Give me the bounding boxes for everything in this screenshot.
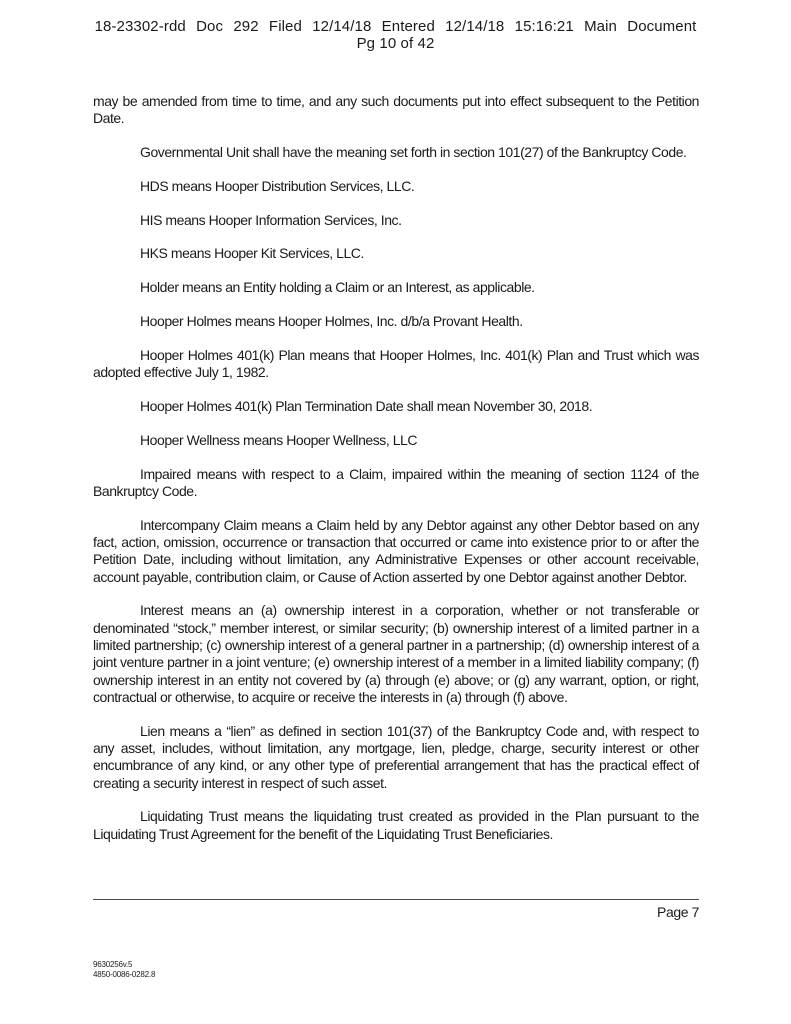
definition-his: HIS means Hooper Information Services, Inc.: [140, 211, 402, 228]
definition-intercompany-claim: Intercompany Claim means a Claim held by any Debtor against any other Debtor based on any fact, action, omission, occurrence or transaction that occurred or came into existence prior to or after the Petition Date, including without limitation, any Administrative Expenses or other account receivable, account payable, contribution claim, or Cause of Action asserted by one Debtor against another Debtor.: [93, 516, 699, 585]
page-of-line: Pg 10 of 42: [356, 35, 435, 52]
document-body: [93, 93, 699, 859]
paragraph-continuation: may be amended from time to time, and any such documents put into effect subsequent to the Petition Date.: [93, 93, 699, 127]
case-line: 18-23302-rdd Doc 292 Filed 12/14/18 Entered 12/14/18 15:16:21 Main Document: [94, 18, 697, 35]
definition-hooper-holmes: Hooper Holmes means Hooper Holmes, Inc. d/b/a Provant Health.: [140, 313, 523, 330]
definition-hds: HDS means Hooper Distribution Services, LLC.: [140, 177, 415, 194]
definition-401k-termination-date: Hooper Holmes 401(k) Plan Termination Date shall mean November 30, 2018.: [140, 397, 593, 414]
definition-hks: HKS means Hooper Kit Services, LLC.: [140, 245, 364, 262]
definition-governmental-unit: Governmental Unit shall have the meaning set forth in section 101(27) of the Bankruptcy Code.: [140, 144, 687, 161]
footer-doc-id: 9630256v.5: [93, 960, 133, 969]
document-footer: [93, 960, 155, 980]
footer-doc-ref: 4850-0086-0282.8: [93, 970, 156, 979]
definition-hooper-wellness: Hooper Wellness means Hooper Wellness, LLC: [140, 431, 418, 448]
page-number: Page 7: [657, 904, 699, 920]
filing-header: [0, 18, 791, 52]
definition-impaired: Impaired means with respect to a Claim, impaired within the meaning of section 1124 of the Bankruptcy Code.: [93, 465, 699, 499]
definition-interest: Interest means an (a) ownership interest in a corporation, whether or not transferable or denominated “stock,” member interest, or similar security; (b) ownership interest of a limited partner in a limited partnership; (c) ownership interest of a general partner in a partnership; (d) ownership interest of a joint venture partner in a joint venture; (e) ownership interest of a member in a limited liability company; (f) ownership interest in an entity not covered by (a) through (e) above; or (g) any warrant, option, or right, contractual or otherwise, to acquire or receive the interests in (a) through (f) above.: [93, 602, 699, 705]
definition-401k-plan: Hooper Holmes 401(k) Plan means that Hooper Holmes, Inc. 401(k) Plan and Trust which was adopted effective July 1, 1982.: [93, 346, 699, 381]
definition-holder: Holder means an Entity holding a Claim or an Interest, as applicable.: [140, 279, 535, 296]
footer-divider: [93, 899, 699, 900]
definition-lien: Lien means a “lien” as defined in section 101(37) of the Bankruptcy Code and, with respect to any asset, includes, without limitation, any mortgage, lien, pledge, charge, security interest or other encumbrance of any kind, or any other type of preferential arrangement that has the practical effect of creating a security interest in respect of such asset.: [93, 722, 699, 791]
definition-liquidating-trust: Liquidating Trust means the liquidating trust created as provided in the Plan pursuant to the Liquidating Trust Agreement for the benefit of the Liquidating Trust Beneficiaries.: [93, 808, 699, 842]
